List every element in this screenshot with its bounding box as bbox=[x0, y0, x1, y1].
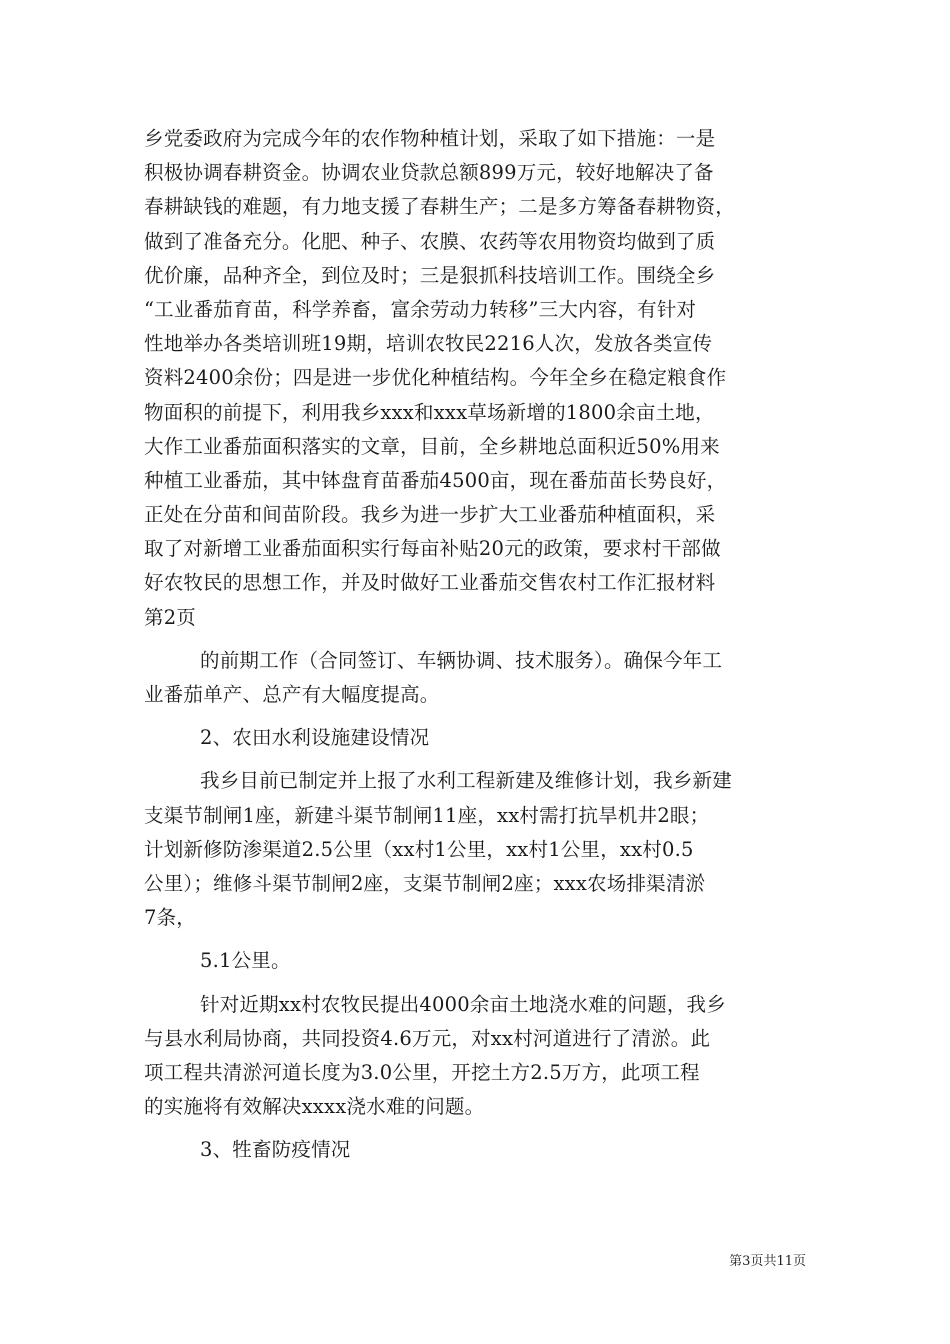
text-line: 业番茄单产、总产有大幅度提高。 bbox=[144, 683, 440, 706]
text-line: 计划新修防渗渠道2.5公里（xx村1公里，xx村1公里，xx村0.5 bbox=[144, 837, 694, 861]
text-line: 项工程共清淤河道长度为3.0公里，开挖土方2.5万方，此项工程 bbox=[144, 1060, 700, 1084]
text-line: 与县水利局协商，共同投资4.6万元，对xx村河道进行了清淤。此 bbox=[144, 1026, 711, 1050]
paragraph-river-dredging bbox=[144, 988, 824, 1125]
text-line: 优价廉，品种齐全，到位及时；三是狠抓科技培训工作。围绕全乡 bbox=[144, 263, 716, 287]
text-line: 的前期工作（合同签订、车辆协调、技术服务）。确保今年工 bbox=[200, 648, 723, 672]
text-line: 种植工业番茄，其中钵盘育苗番茄4500亩，现在番茄苗长势良好， bbox=[144, 468, 727, 492]
paragraph-early-work bbox=[144, 644, 824, 712]
inline-page-marker: 第2页 bbox=[144, 605, 197, 629]
text-line: 春耕缺钱的难题，有力地支援了春耕生产；二是多方筹备春耕物资， bbox=[144, 195, 736, 219]
text-line: 7条， bbox=[144, 906, 197, 930]
text-line: 物面积的前提下，利用我乡xxx和xxx草场新增的1800余亩土地， bbox=[144, 400, 715, 424]
section-heading-irrigation: 2、农田水利设施建设情况 bbox=[200, 726, 430, 750]
text-line: 我乡目前已制定并上报了水利工程新建及维修计划，我乡新建 bbox=[200, 769, 732, 793]
paragraph-distance: 5.1公里。 bbox=[200, 949, 291, 973]
text-line: 好农牧民的思想工作，并及时做好工业番茄交售农村工作汇报材料 bbox=[144, 571, 716, 595]
text-line: 公里）；维修斗渠节制闸2座，支渠节制闸2座；xxx农场排渠清淤 bbox=[144, 871, 706, 895]
text-line: 支渠节制闸1座，新建斗渠节制闸11座，xx村需打抗旱机井2眼； bbox=[144, 803, 710, 827]
text-line: “工业番茄育苗，科学养畜，富余劳动力转移”三大内容，有针对 bbox=[144, 297, 697, 321]
text-line: 乡党委政府为完成今年的农作物种植计划，采取了如下措施：一是 bbox=[144, 127, 716, 150]
text-line: 正处在分苗和间苗阶段。我乡为进一步扩大工业番茄种植面积，采 bbox=[144, 503, 716, 527]
text-line: 大作工业番茄面积落实的文章，目前，全乡耕地总面积近50%用来 bbox=[144, 434, 720, 458]
text-line: 资料2400余份；四是进一步优化种植结构。今年全乡在稳定粮食作 bbox=[144, 366, 727, 390]
document-body bbox=[144, 122, 824, 1167]
text-line: 针对近期xx村农牧民提出4000余亩土地浇水难的问题，我乡 bbox=[200, 992, 726, 1016]
text-line: 的实施将有效解决xxxx浇水难的问题。 bbox=[144, 1095, 485, 1119]
paragraph-irrigation-plan bbox=[144, 764, 824, 935]
text-line: 做到了准备充分。化肥、种子、农膜、农药等农用物资均做到了质 bbox=[144, 229, 716, 253]
section-heading-livestock: 3、牲畜防疫情况 bbox=[200, 1138, 351, 1162]
paragraph-planting-measures bbox=[144, 122, 824, 635]
text-line: 取了对新增工业番茄面积实行每亩补贴20元的政策，要求村干部做 bbox=[144, 537, 721, 561]
text-line: 性地举办各类培训班19期，培训农牧民2216人次，发放各类宣传 bbox=[144, 332, 713, 356]
text-line: 积极协调春耕资金。协调农业贷款总额899万元，较好地解决了备 bbox=[144, 161, 714, 185]
page-footer-number: 第3页共11页 bbox=[729, 1254, 806, 1269]
